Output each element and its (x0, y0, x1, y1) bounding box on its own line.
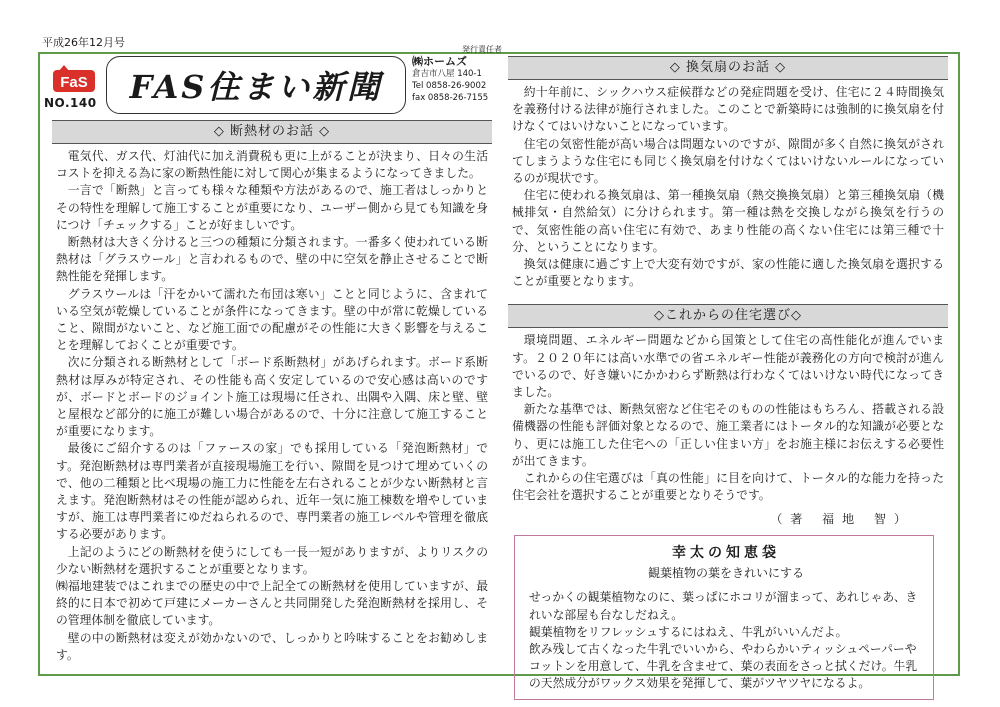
future-homes-paragraph: 環境問題、エネルギー問題などから国策として住宅の高性能化が進んでいます。２０２０年には高い水準での省エネルギー性能が義務化の方向で検討が進んでいるので、好き嫌いにかかわらず断熱は行わなくてはいけない時代になってきました。 (512, 333, 944, 400)
insulation-body (52, 144, 492, 664)
publisher-company: ㈱ホームズ (412, 55, 467, 68)
publisher-fax: fax 0858-26-7155 (412, 93, 489, 103)
ventilation-body (508, 80, 948, 290)
ventilation-paragraph: 住宅の気密性能が高い場合は問題ないのですが、隙間が多く自然に換気がされてしまうような住宅にも同じく換気扇を付けなくてはいけないルールになっているのが現状です。 (512, 136, 944, 186)
insulation-paragraph: 断熱材は大きく分けると三つの種類に分類されます。一番多く使われている断熱材は「グラスウール」と言われるもので、壁の中に空気を静止させることで断熱性能を発揮します。 (56, 235, 488, 284)
future-homes-paragraph: 新たな基準では、断熱気密など住宅そのものの性能はもちろん、搭載される設備機器の性能も評価対象となるので、施工業者にはトータル的な知識が必要となり、更には施工した住宅への「正しい住まい方」をお施主様にお伝えする必要性が出てきます。 (512, 402, 944, 468)
ventilation-paragraph: 換気は健康に過ごす上で大変有効ですが、家の性能に適した換気扇を選択することが重要となります。 (512, 257, 944, 289)
ventilation-heading: ◇ 換気扇のお話 ◇ (508, 56, 948, 80)
publisher-address: 倉吉市八屋 140-1 (412, 69, 482, 79)
future-homes-paragraph: これからの住宅選びは「真の性能」に目を向けて、トータル的な能力を持った住宅会社を選択することが重要となりそうです。 (512, 471, 944, 503)
publisher-role: 発行責任者 (462, 45, 502, 54)
publisher-tel: Tel 0858-26-9002 (412, 81, 487, 91)
insulation-paragraph: グラスウールは「汗をかいて濡れた布団は寒い」ことと同じように、含まれている空気が乾燥していることが条件になってきます。壁の中が常に乾燥していること、隙間がないこと、など施工面での配慮がその性能に大きく影響を与えることを理解しておくことが重要です。 (56, 286, 488, 353)
future-homes-heading: ◇これからの住宅選び◇ (508, 304, 948, 328)
tips-heading: 幸太の知恵袋 (672, 545, 780, 562)
issue-number: NO.140 (44, 96, 97, 110)
tips-line: せっかくの観葉植物なのに、葉っぱにホコリが溜まって、あれじゃあ、きれいな部屋も台なしだねえ。 (529, 590, 918, 622)
insulation-section (52, 120, 492, 664)
issue-date: 平成26年12月号 (42, 36, 125, 49)
insulation-paragraph: 電気代、ガス代、灯油代に加え消費税も更に上がることが決まり、日々の生活コストを抑える為に家の断熱性能に対して関心が集まるようになってきました。 (56, 149, 488, 181)
insulation-paragraph: ㈱福地建装ではこれまでの歴史の中で上記全ての断熱材を使用していますが、最終的に日本で初めて戸建にメーカーさんと共同開発した発泡断熱材を採用し、その管理体制を徹底しています。 (56, 579, 488, 628)
logo-text: FaS (60, 74, 88, 91)
author-credit: （著 福地 智） (770, 512, 914, 527)
insulation-paragraph: 最後にご紹介するのは「ファースの家」でも採用している「発泡断熱材」です。発泡断熱材は専門業者が直接現場施工を行い、隙間を見つけて埋めていくので、他の二種類と比べ現場の施工力に性能を左右されることが少ない断熱材と言えます。発泡断熱材はその性能が認められ、近年一気に施工棟数を増やしていますが、施工は専門業者にゆだねられるので、専門業者の施工レベルや管理を徹底する必要があります。 (56, 441, 488, 542)
tips-line: 観葉植物をリフレッシュするにはねえ、牛乳がいいんだよ。 (529, 624, 848, 639)
insulation-paragraph: 一言で「断熱」と言っても様々な種類や方法があるので、施工者はしっかりとその特性を理解して施工することが重要になり、ユーザー側から見ても知識を身につけ「チェックする」ことが好ましいです。 (56, 183, 488, 232)
tips-body (529, 589, 923, 692)
insulation-paragraph: 次に分類される断熱材として「ボード系断熱材」があげられます。ボード系断熱材は厚みが特定され、その性能も高く安定しているので安心感は高いのですが、ボードとボードのジョイント施工は現場に任され、出隅や入隅、床と壁、壁と屋根など部分的に施工が難しい場合があるので、十分に注意して施工することが重要になります。 (56, 355, 488, 439)
ventilation-paragraph: 住宅に使われる換気扇は、第一種換気扇（熱交換換気扇）と第三種換気扇（機械排気・自然給気）に分けられます。第一種は熱を交換しながら換気を行うので、気密性能の高い住宅に有効で、あまり性能の高くない住宅には第三種で十分、ということになります。 (512, 188, 944, 254)
insulation-paragraph: 上記のようにどの断熱材を使うにしても一長一短がありますが、よりリスクの少ない断熱材を選択することが重要となります。 (56, 544, 488, 576)
ventilation-paragraph: 約十年前に、シックハウス症候群などの発症問題を受け、住宅に２４時間換気を義務付ける法律が施行されました。このことで新築時には強制的に換気扇を付けなくてはいけないことになっています。 (512, 85, 944, 134)
publisher-info (412, 44, 502, 104)
tips-line: 飲み残して古くなった牛乳でいいから、やわらかいティッシュペーパーやコットンを用意して、牛乳を含ませて、葉の表面をさっと拭くだけ。牛乳の天然成分がワックス効果を発揮して、葉がツヤツヤになるよ。 (529, 642, 918, 691)
fas-logo (52, 64, 96, 94)
tips-box (514, 535, 934, 699)
tips-subheading: 観葉植物の葉をきれいにする (647, 566, 804, 581)
right-column (508, 56, 948, 700)
newsletter-title-box (106, 56, 406, 114)
future-homes-body (508, 328, 948, 527)
insulation-heading: ◇ 断熱材のお話 ◇ (52, 120, 492, 144)
insulation-paragraph: 壁の中の断熱材は変えが効かないので、しっかりと吟味することをお勧めします。 (56, 630, 488, 662)
newsletter-title: FAS住まい新聞 (129, 68, 383, 106)
